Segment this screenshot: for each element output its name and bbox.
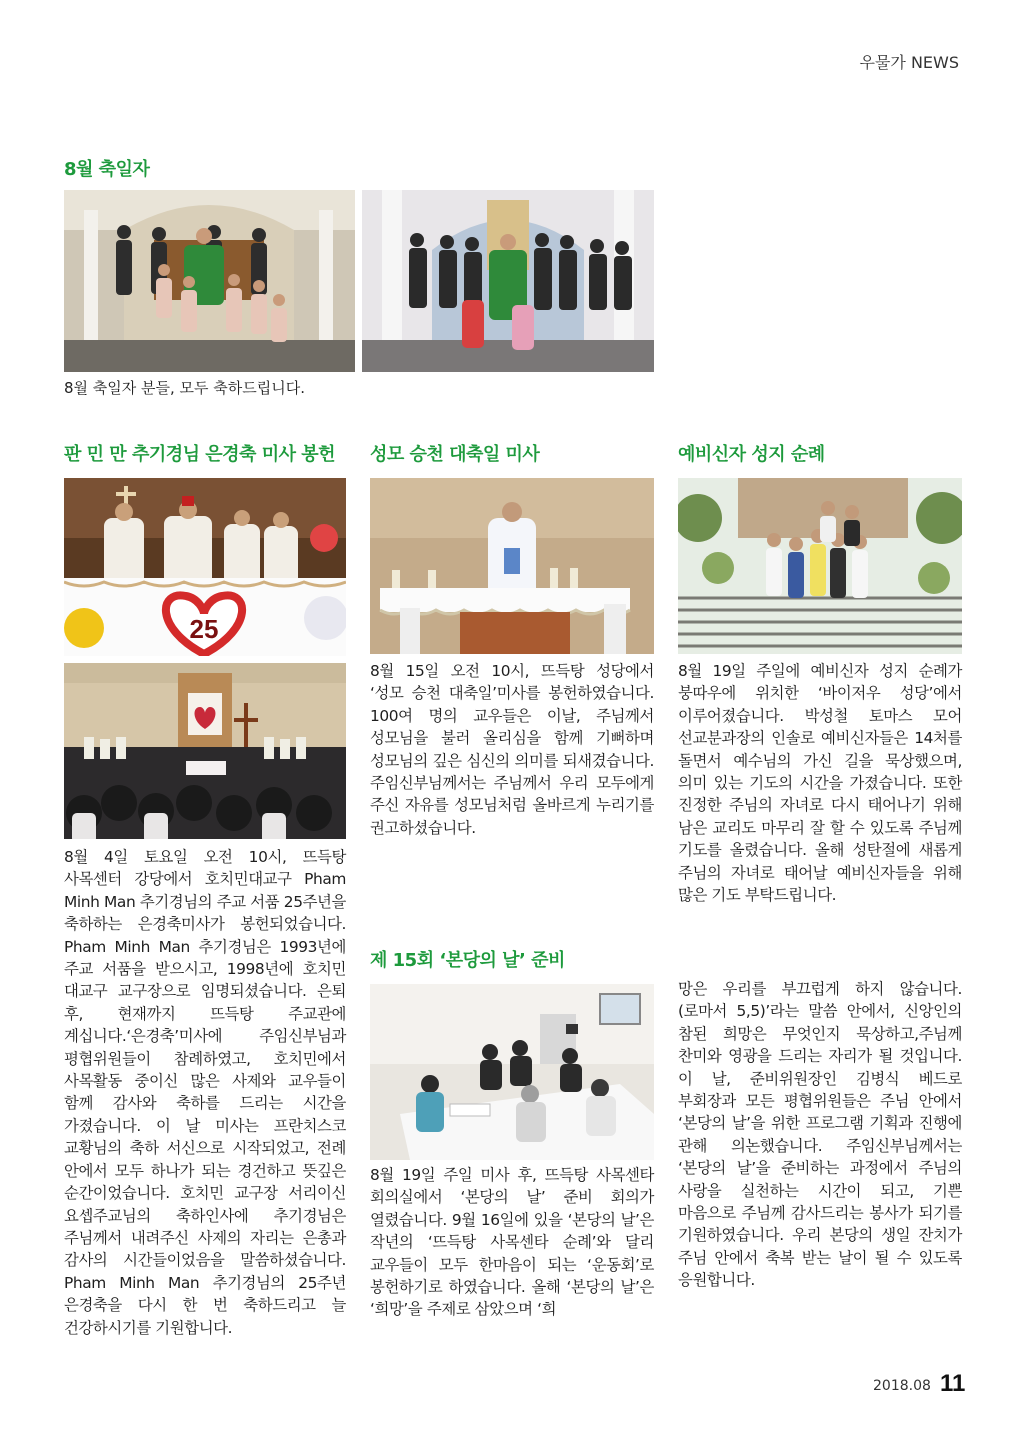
feast-photo-caption: 8월 축일자 분들, 모두 축하드립니다.: [64, 379, 306, 397]
parishday-section-title: 제 15회 ‘본당의 날’ 준비: [370, 950, 565, 971]
catechumen-group-photo: [678, 478, 962, 654]
svg-text:25: 25: [189, 614, 219, 644]
page-number: 11: [940, 1370, 966, 1397]
assumption-article-body: 8월 15일 오전 10시, 뜨득탕 성당에서 ‘성모 승천 대축일’미사를 봉헌하였습니다. 100여 명의 교우들은 이날, 주님께서 성모님을 불러 올리심을 함께 기뻐하며 성모님의 깊은 심신의 의미를 되새겼습니다. 주임신부님께서는 주님께서 우리 모두에게 주신 자유를 성모님처럼 올바르게 누리기를 권고하셨습니다.: [370, 662, 654, 837]
group-photo-church-1: [64, 190, 355, 372]
pilgrimage-article-body: 8월 19일 주일에 예비신자 성지 순례가 붕따우에 위치한 ‘바이저우 성당’에서 이루어졌습니다. 박성철 토마스 모어 선교분과장의 인솔로 예비신자들은 14처를 돌면서 예수님의 가신 길을 묵상했으며, 의미 있는 기도의 시간을 가졌습니다. 또한 진정한 주님의 자녀로 다시 태어나기 위해 남은 교리도 마무리 잘 할 수 있도록 주님께 기도를 올렸습니다. 올해 성탄절에 새롭게 주님의 자녀로 태어날 예비신자들을 위해 많은 기도 부탁드립니다.: [678, 662, 962, 905]
altar-25th-anniversary-photo: [64, 478, 346, 656]
group-photo-church-2: [362, 190, 654, 372]
issue-date: 2018.08: [873, 1378, 931, 1394]
cardinal-section-title: 판 민 만 추기경님 은경축 미사 봉헌: [64, 444, 336, 465]
mass-congregation-photo: [64, 663, 346, 839]
parishday-article-body-part2: 망은 우리를 부끄럽게 하지 않습니다.(로마서 5,5)’라는 말씀 안에서, 신앙인의 참된 희망은 무엇인지 묵상하고,주님께 찬미와 영광을 드리는 자리가 될 것입니다. 이 날, 준비위원장인 김병식 베드로 부회장과 모든 평협위원들은 주님 안에서 ‘본당의 날’을 위한 프로그램 기획과 진행에 관해 의논했습니다. 주임신부님께서는 ‘본당의 날’을 준비하는 과정에서 주님의 사랑을 실천하는 시간이 되고, 기쁜 마음으로 주님께 감사드리는 봉사가 되기를 기원하였습니다. 우리 본당의 생일 잔치가 주님 안에서 축복 받는 날이 될 수 있도록 응원합니다.: [678, 980, 962, 1290]
priest-at-altar-photo: [370, 478, 654, 654]
assumption-section-title: 성모 승천 대축일 미사: [370, 444, 540, 465]
cardinal-article-body: 8월 4일 토요일 오전 10시, 뜨득탕 사목센터 강당에서 호치민대교구 Pham Minh Man 추기경님의 주교 서품 25주년을 축하하는 은경축미사가 봉헌되었습니다. Pham Minh Man 추기경님은 1993년에 주교 서품을 받으시고, 1998년에 호치민 대교구 교구장으로 임명되셨습니다. 은퇴 후, 현재까지 뜨득탕 주교관에 계십니다.‘은경축’미사에 주임신부님과 평협위원들이 참례하였고, 호치민에서 사목활동 중이신 많은 사제와 교우들이 함께 감사와 축하를 드리는 시간을 가졌습니다. 이 날 미사는 프란치스코 교황님의 축하 서신으로 시작되었고, 전례 안에서 모두 하나가 되는 경건하고 뜻깊은 순간이었습니다. 호치민 교구장 서리이신 요셉주교님의 축하인사에 추기경님은 주님께서 내려주신 사제의 자리는 은총과 감사의 시간들이었음을 말씀하셨습니다. Pham Minh Man 추기경님의 25주년 은경축을 다시 한 번 축하드리고 늘 건강하시기를 기원합니다.: [64, 848, 346, 1337]
pilgrimage-section-title: 예비신자 성지 순례: [678, 444, 825, 465]
parishday-article-body-part1: 8월 19일 주일 미사 후, 뜨득탕 사목센타 회의실에서 ‘본당의 날’ 준비 회의가 열렸습니다. 9월 16일에 있을 ‘본당의 날’은 작년의 ‘뜨득탕 사목센타 순례’와 달리 교우들이 모두 한마음이 되는 ‘운동회’로 봉헌하기로 하였습니다. 올해 ‘본당의 날’은 ‘희망’을 주제로 삼았으며 ‘희: [370, 1166, 654, 1319]
feast-section-title: 8월 축일자: [64, 159, 150, 180]
meeting-room-photo: [370, 984, 654, 1160]
running-header: 우물가 NEWS: [859, 53, 959, 72]
